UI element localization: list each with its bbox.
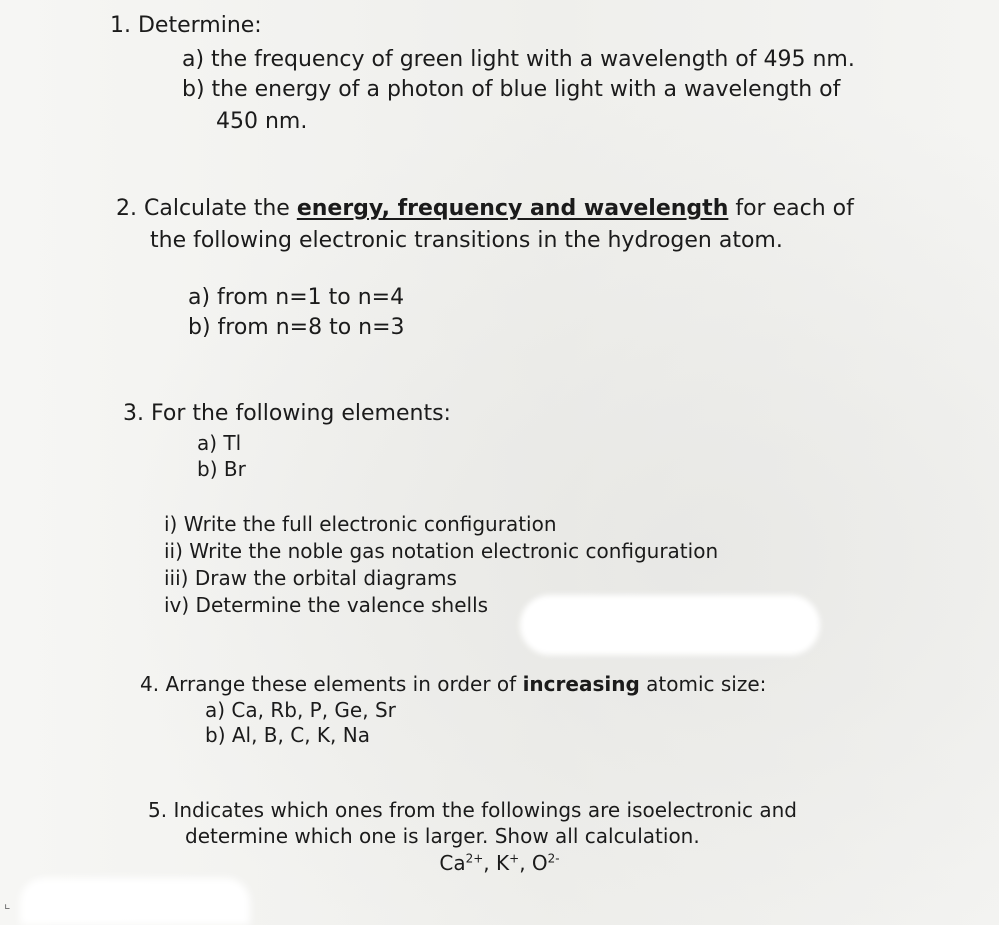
q3-task-ii: ii) Write the noble gas notation electronic configuration xyxy=(164,539,719,563)
edge-mark: ⌞ xyxy=(4,896,11,912)
q3-task-iii: iii) Draw the orbital diagrams xyxy=(164,566,457,590)
q1-part-a: a) the frequency of green light with a wavelength of 495 nm. xyxy=(182,47,855,72)
q2-part-a: a) from n=1 to n=4 xyxy=(188,285,405,310)
q2-line1 xyxy=(116,196,854,222)
q2-part-b: b) from n=8 to n=3 xyxy=(188,315,405,340)
q3-task-i: i) Write the full electronic configuration xyxy=(164,512,557,536)
q2-emphasis: energy, frequency and wavelength xyxy=(296,196,729,221)
q1-heading: 1. Determine: xyxy=(110,13,262,38)
q4-emphasis: increasing xyxy=(522,672,640,696)
ion-calcium-charge: 2+ xyxy=(465,851,484,866)
ion-oxide: , O xyxy=(519,851,548,875)
ion-potassium: , K xyxy=(483,851,510,875)
ion-potassium-charge: + xyxy=(509,851,520,866)
q4-part-b: b) Al, B, C, K, Na xyxy=(205,723,370,747)
paper-smudge-bottom xyxy=(20,878,250,925)
q1-part-b-line1: b) the energy of a photon of blue light with a wavelength of xyxy=(182,77,841,102)
q3-heading: 3. For the following elements: xyxy=(123,401,451,426)
q5-ions xyxy=(0,851,999,875)
q5-line2: determine which one is larger. Show all calculation. xyxy=(185,824,700,848)
q2-suffix: for each of xyxy=(728,196,854,221)
paper-smudge xyxy=(520,595,820,655)
q4-prefix: 4. Arrange these elements in order of xyxy=(140,672,523,696)
q2-line2: the following electronic transitions in the hydrogen atom. xyxy=(150,228,783,253)
q4-part-a: a) Ca, Rb, P, Ge, Sr xyxy=(205,698,396,722)
q4-suffix: atomic size: xyxy=(639,672,767,696)
q5-line1: 5. Indicates which ones from the followings are isoelectronic and xyxy=(148,798,797,822)
q3-task-iv: iv) Determine the valence shells xyxy=(164,593,489,617)
q2-prefix: 2. Calculate the xyxy=(116,196,297,221)
ion-calcium: Ca xyxy=(439,851,466,875)
q3-element-a: a) Tl xyxy=(197,431,242,455)
q4-line1 xyxy=(140,672,766,696)
q3-element-b: b) Br xyxy=(197,457,246,481)
ion-oxide-charge: 2- xyxy=(547,851,560,866)
q1-part-b-line2: 450 nm. xyxy=(216,109,308,134)
